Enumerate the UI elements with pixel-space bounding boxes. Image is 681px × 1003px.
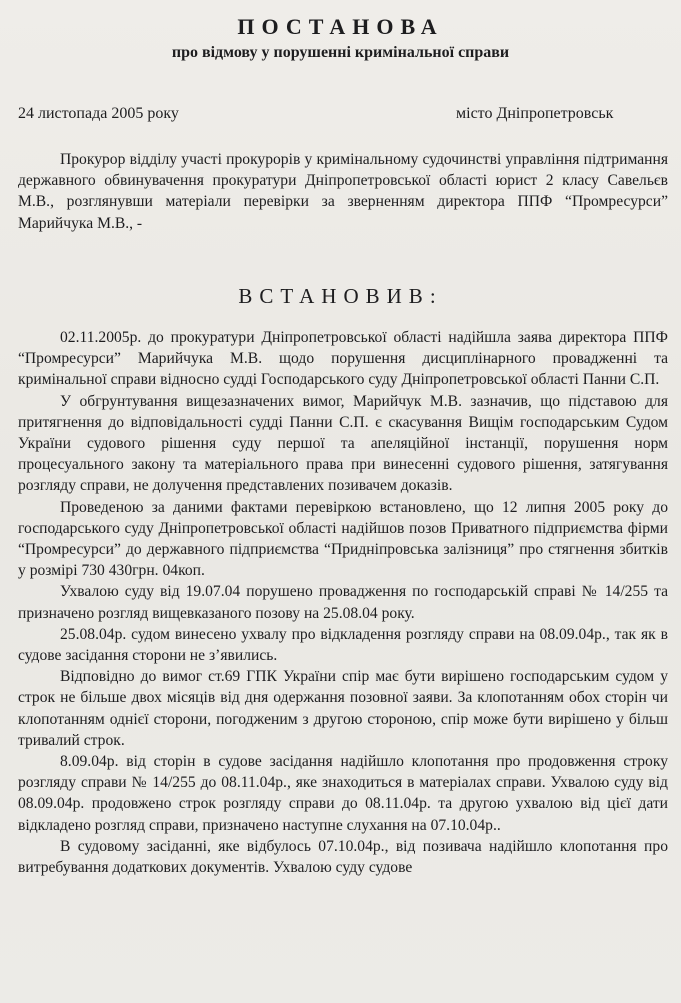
document-subtitle: про відмову у порушенні кримінальної справи (171, 44, 510, 61)
body-paragraph: 8.09.04р. від сторін в судове засідання надійшло клопотання про продовження строку розгляду справи № 14/255 до 08.11.04р., яке знаходиться в матеріалах справи. Ухвалою суду від 08.09.04р. продовжено строк розгляду справи до 08.11.04р. та другою ухвалою від цієї дати відкладено розгляд справи, призначено наступне слухання на 07.10.04р.. (18, 753, 668, 834)
body-paragraph: У обгрунтування вищезазначених вимог, Марийчук М.В. зазначив, що підставою для притягнення до відповідальності судді Панни С.П. є скасування Вищім господарським Судом України судового рішення суду першої та апеляційної інстанції, порушення норм процесуального закону та матеріального права при винесенні судового рішення, затягування розгляду справи, не долучення представлених позивачем доказів. (18, 392, 668, 495)
body-paragraph: 02.11.2005р. до прокуратури Дніпропетровської області надійшла заява директора ППФ “Промресурси” Марийчука М.В. щодо порушення дисциплінарного провадженні та кримінальної справи відносно судді Господарського суду Дніпропетровської області Панни С.П. (18, 329, 668, 389)
intro-block (18, 149, 668, 234)
body-paragraph: 25.08.04р. судом винесено ухвалу про відкладення розгляду справи на 08.09.04р., так як в судове засідання сторони не з’явились. (18, 625, 668, 665)
body-block (18, 327, 668, 878)
document-date: 24 листопада 2005 року (18, 105, 179, 122)
body-paragraph: Ухвалою суду від 19.07.04 порушено провадження по господарській справі № 14/255 та призначено розгляд вищевказаного позову на 25.08.04 року. (18, 583, 668, 622)
document-title: ПОСТАНОВА (237, 14, 444, 39)
body-paragraph: Проведеною за даними фактами перевіркою встановлено, що 12 липня 2005 року до господарського суду Дніпропетровської області надійшов позов Приватного підприємства фірми “Промресурси” до державного підприємства “Придніпровська залізниця” про стягнення збитків у розмірі 730 430грн. 04коп. (18, 498, 668, 580)
body-paragraph: В судовому засіданні, яке відбулось 07.10.04р., від позивача надійшло клопотання про витребування додаткових документів. Ухвалою суду судове (18, 837, 668, 877)
intro-paragraph: Прокурор відділу участі прокурорів у кримінальному судочинстві управління підтримання державного обвинувачення прокуратури Дніпропетровської області юрист 2 класу Савельєв М.В., розглянувши матеріали перевірки за зверненням директора ППФ “Промресурси” Марийчука М.В., - (18, 151, 668, 232)
section-heading: ВСТАНОВИВ: (238, 284, 443, 308)
body-paragraph: Відповідно до вимог ст.69 ГПК України спір має бути вирішено господарським судом у строк не більше двох місяців від дня одержання позовної заяви. За клопотанням обох сторін чи клопотанням однієї сторони, погодженим з другою стороною, спір може бути вирішено у більш тривалий строк. (18, 668, 668, 749)
document-city: місто Дніпропетровськ (456, 105, 614, 122)
